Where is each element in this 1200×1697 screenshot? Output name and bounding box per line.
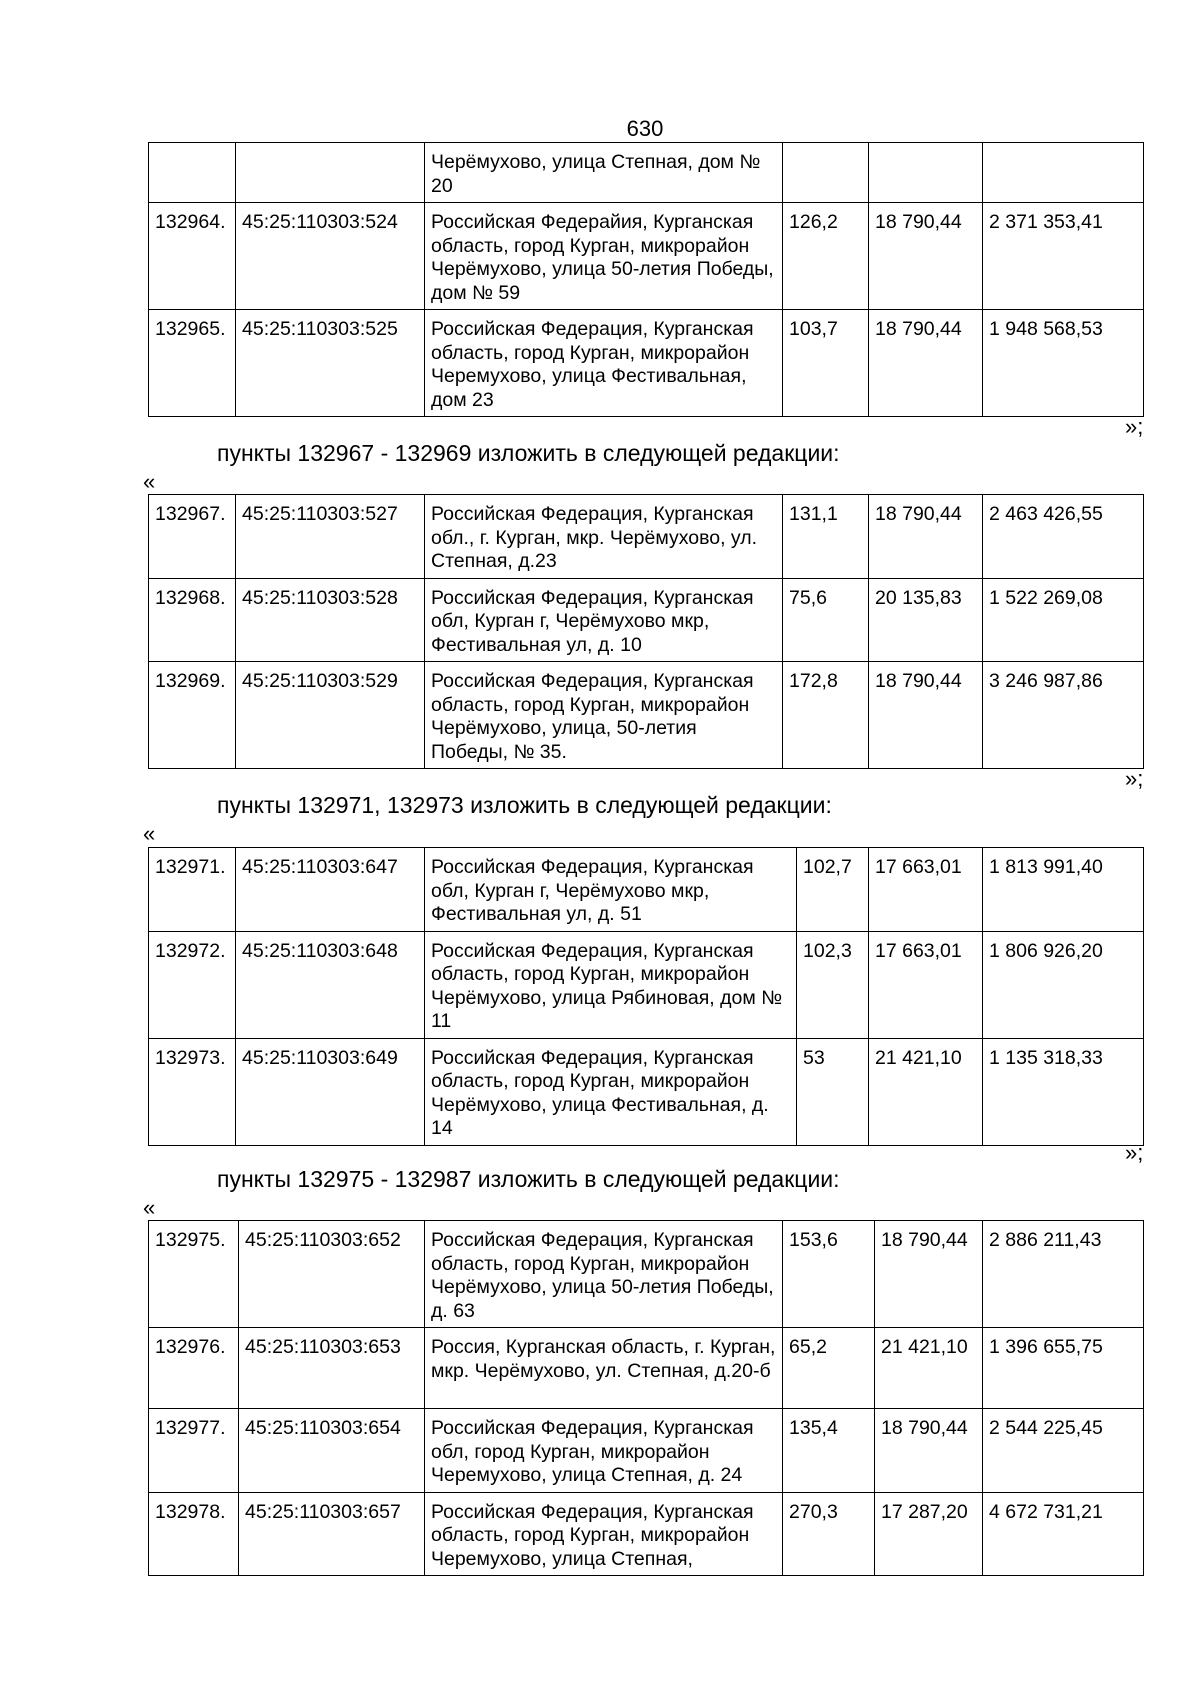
address-cell: Российская Федерайия, Курганская область, город Курган, микрорайон Черёмухово, улица 50-летия Победы, дом № 59 [425, 203, 783, 310]
table-row [149, 495, 1144, 579]
rate-cell: 18 790,44 [875, 1409, 983, 1493]
cadastral-number-cell: 45:25:110303:647 [236, 848, 425, 932]
opening-quote: « [143, 1195, 156, 1220]
cadastral-number-cell: 45:25:110303:529 [236, 662, 425, 769]
address-cell: Российская Федерация, Курганская обл, Курган г, Черёмухово мкр, Фестивальная ул, д. 10 [425, 578, 783, 662]
area-cell: 172,8 [783, 662, 869, 769]
address-cell: Российская Федерация, Курганская обл., г. Курган, мкр. Черёмухово, ул. Степная, д.23 [425, 495, 783, 579]
item-number-cell: 132965. [149, 310, 236, 417]
item-number-cell: 132967. [149, 495, 236, 579]
page-number: 630 [626, 116, 664, 141]
rate-cell [869, 143, 983, 203]
cadastral-number-cell: 45:25:110303:654 [239, 1409, 425, 1493]
cadastral-value-cell: 4 672 731,21 [983, 1492, 1144, 1576]
cadastral-value-cell: 1 813 991,40 [983, 848, 1144, 932]
closing-quote: »; [1125, 766, 1144, 791]
table-row [149, 578, 1144, 662]
area-cell: 135,4 [783, 1409, 875, 1493]
address-cell: Российская Федерация, Курганская область, город Курган, микрорайон Черёмухово, улица, 50-летия Победы, № 35. [425, 662, 783, 769]
rate-cell: 17 663,01 [869, 848, 983, 932]
cadastral-value-cell: 1 396 655,75 [983, 1328, 1144, 1409]
item-number-cell [149, 143, 236, 203]
item-number-cell: 132964. [149, 203, 236, 310]
cadastral-number-cell: 45:25:110303:525 [236, 310, 425, 417]
item-number-cell: 132971. [149, 848, 236, 932]
cadastral-value-cell [983, 143, 1144, 203]
closing-quote: »; [1125, 1140, 1144, 1165]
opening-quote: « [143, 469, 156, 494]
item-number-cell: 132968. [149, 578, 236, 662]
rate-cell: 18 790,44 [869, 203, 983, 310]
cadastral-value-cell: 2 544 225,45 [983, 1409, 1144, 1493]
area-cell: 102,7 [797, 848, 869, 932]
cadastral-value-cell: 2 886 211,43 [983, 1221, 1144, 1328]
table-row [149, 848, 1144, 932]
cadastral-number-cell: 45:25:110303:527 [236, 495, 425, 579]
area-cell: 65,2 [783, 1328, 875, 1409]
address-cell: Российская Федерация, Курганская область, город Курган, микрорайон Черёмухово, улица 50-летия Победы, д. 63 [425, 1221, 783, 1328]
area-cell: 75,6 [783, 578, 869, 662]
cadastral-number-cell: 45:25:110303:528 [236, 578, 425, 662]
table-row [149, 310, 1144, 417]
address-cell: Черёмухово, улица Степная, дом № 20 [425, 143, 783, 203]
area-cell: 153,6 [783, 1221, 875, 1328]
address-cell: Россия, Курганская область, г. Курган, мкр. Черёмухово, ул. Степная, д.20-б [425, 1328, 783, 1409]
table-row [149, 1328, 1144, 1409]
rate-cell: 20 135,83 [869, 578, 983, 662]
register-table-continued [148, 142, 1144, 417]
cadastral-value-cell: 2 463 426,55 [983, 495, 1144, 579]
cadastral-value-cell: 3 246 987,86 [983, 662, 1144, 769]
area-cell: 103,7 [783, 310, 869, 417]
address-cell: Российская Федерация, Курганская область, город Курган, микрорайон Черемухово, улица Фестивальная, дом 23 [425, 310, 783, 417]
register-table-3 [148, 1220, 1144, 1576]
item-number-cell: 132976. [149, 1328, 239, 1409]
item-number-cell: 132977. [149, 1409, 239, 1493]
item-number-cell: 132975. [149, 1221, 239, 1328]
cadastral-number-cell [236, 143, 425, 203]
cadastral-number-cell: 45:25:110303:649 [236, 1038, 425, 1145]
rate-cell: 18 790,44 [869, 662, 983, 769]
rate-cell: 18 790,44 [869, 495, 983, 579]
address-cell: Российская Федерация, Курганская обл, Курган г, Черёмухово мкр, Фестивальная ул, д. 51 [425, 848, 797, 932]
rate-cell: 17 663,01 [869, 931, 983, 1038]
area-cell [783, 143, 869, 203]
register-table-2 [148, 847, 1144, 1146]
area-cell: 126,2 [783, 203, 869, 310]
table-row [149, 1492, 1144, 1576]
section-heading: пункты 132967 - 132969 изложить в следующей редакции: [217, 440, 840, 466]
opening-quote: « [143, 821, 156, 846]
item-number-cell: 132969. [149, 662, 236, 769]
table-row [149, 1038, 1144, 1145]
cadastral-number-cell: 45:25:110303:524 [236, 203, 425, 310]
address-cell: Российская Федерация, Курганская обл, город Курган, микрорайон Черемухово, улица Степная, д. 24 [425, 1409, 783, 1493]
table-row [149, 143, 1144, 203]
closing-quote: »; [1125, 414, 1144, 439]
rate-cell: 21 421,10 [875, 1328, 983, 1409]
cadastral-value-cell: 1 135 318,33 [983, 1038, 1144, 1145]
item-number-cell: 132978. [149, 1492, 239, 1576]
rate-cell: 21 421,10 [869, 1038, 983, 1145]
cadastral-number-cell: 45:25:110303:653 [239, 1328, 425, 1409]
rate-cell: 18 790,44 [869, 310, 983, 417]
cadastral-number-cell: 45:25:110303:648 [236, 931, 425, 1038]
rate-cell: 17 287,20 [875, 1492, 983, 1576]
item-number-cell: 132972. [149, 931, 236, 1038]
cadastral-number-cell: 45:25:110303:652 [239, 1221, 425, 1328]
area-cell: 53 [797, 1038, 869, 1145]
address-cell: Российская Федерация, Курганская область, город Курган, микрорайон Черёмухово, улица Фестивальная, д. 14 [425, 1038, 797, 1145]
table-row [149, 1409, 1144, 1493]
area-cell: 102,3 [797, 931, 869, 1038]
area-cell: 131,1 [783, 495, 869, 579]
cadastral-value-cell: 1 948 568,53 [983, 310, 1144, 417]
item-number-cell: 132973. [149, 1038, 236, 1145]
section-heading: пункты 132975 - 132987 изложить в следующей редакции: [217, 1166, 840, 1192]
cadastral-number-cell: 45:25:110303:657 [239, 1492, 425, 1576]
table-row [149, 1221, 1144, 1328]
section-heading: пункты 132971, 132973 изложить в следующей редакции: [217, 792, 832, 818]
cadastral-value-cell: 2 371 353,41 [983, 203, 1144, 310]
table-row [149, 931, 1144, 1038]
table-row [149, 203, 1144, 310]
area-cell: 270,3 [783, 1492, 875, 1576]
cadastral-value-cell: 1 522 269,08 [983, 578, 1144, 662]
table-row [149, 662, 1144, 769]
address-cell: Российская Федерация, Курганская область, город Курган, микрорайон Черемухово, улица Степная, [425, 1492, 783, 1576]
rate-cell: 18 790,44 [875, 1221, 983, 1328]
register-table-1 [148, 494, 1144, 769]
address-cell: Российская Федерация, Курганская область, город Курган, микрорайон Черёмухово, улица Рябиновая, дом № 11 [425, 931, 797, 1038]
cadastral-value-cell: 1 806 926,20 [983, 931, 1144, 1038]
